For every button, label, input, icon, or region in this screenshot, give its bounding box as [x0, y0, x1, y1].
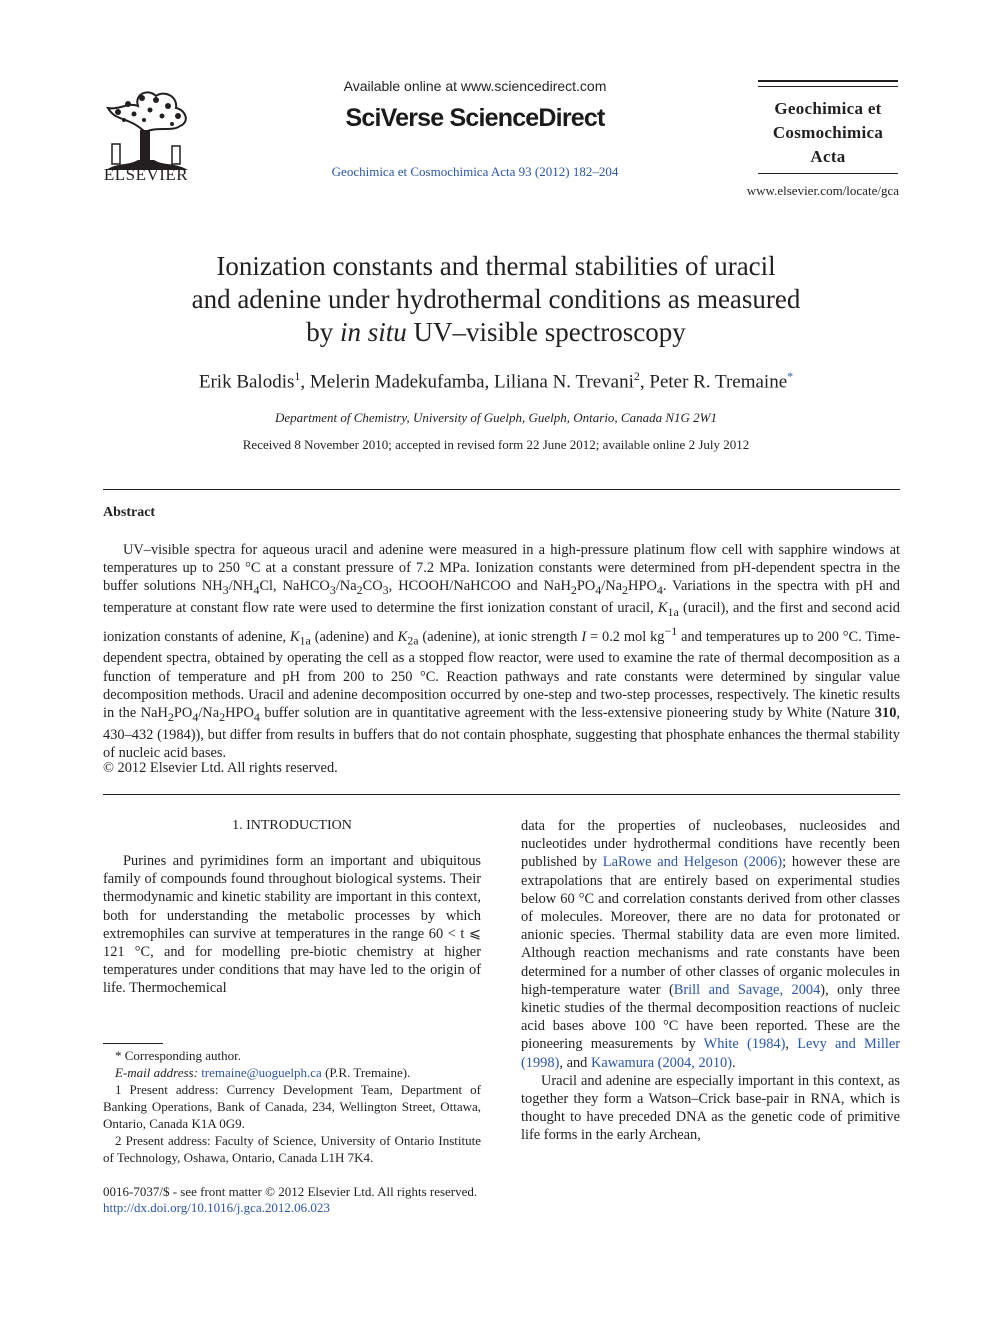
journal-rule: [758, 173, 898, 174]
article-title: [100, 250, 892, 349]
journal-title-line: Cosmochimica: [772, 123, 884, 142]
journal-rule: [758, 86, 898, 87]
author-mark: 1: [294, 369, 301, 383]
title-line: Ionization constants and thermal stabilities of uracil: [216, 251, 776, 281]
intro-paragraph: data for the properties of nucleobases, nucleosides and nucleotides under hydrothermal conditions have recently been published by LaRowe and Helgeson (2006); however these are extrapolations that are entirely based on experimental studies below 60 °C and correlation constants derived from other classes of molecules. Moreover, there are no data for protonated or anionic species. Thermal stability data are even more limited. Although reaction mechanisms and rate constants have been determined for a number of other classes of organic molecules in high-temperature water (Brill and Savage, 2004), only three kinetic studies of the thermal decomposition reactions of nucleic acid bases above 100 °C have been reported. These are the pioneering measurements by White (1984), Levy and Miller (1998), and Kawamura (2004, 2010).: [521, 818, 900, 1071]
received-dates: Received 8 November 2010; accepted in revised form 22 June 2012; available online 2 July 2012: [242, 437, 750, 452]
journal-title-line: Acta: [810, 147, 846, 166]
issn-line: 0016-7037/$ - see front matter © 2012 Elsevier Ltd. All rights reserved.: [103, 1184, 478, 1199]
publisher-name: ELSEVIER: [103, 165, 189, 184]
footnote-corresponding: * Corresponding author.: [115, 1048, 242, 1063]
ref-levy-link[interactable]: Levy and Miller (1998): [521, 1036, 900, 1071]
journal-title: [752, 97, 904, 169]
author-name[interactable]: Peter R. Tremaine: [649, 371, 788, 393]
journal-url[interactable]: www.elsevier.com/locate/gca: [746, 183, 899, 198]
footnote-2: 2 Present address: Faculty of Science, University of Ontario Institute of Technology, Oshawa, Ontario, Canada L1H 7K4.: [103, 1133, 481, 1165]
sciverse-logo: SciVerse ScienceDirect: [345, 104, 605, 132]
abstract-heading: Abstract: [103, 505, 156, 520]
title-line: by in situ UV–visible spectroscopy: [306, 317, 686, 347]
intro-paragraph: Purines and pyrimidines form an important and ubiquitous family of compounds found throughout biological systems. Their thermodynamic and kinetic stability are important in this context, both for understanding the metabolic processes by which extremophiles can survive at temperatures in the range 60 < t ⩽ 121 °C, and for modelling pre-biotic chemistry at higher temperatures under conditions that may have led to the origin of life. Thermochemical: [103, 853, 481, 997]
author-name[interactable]: Liliana N. Trevani: [494, 371, 634, 393]
abstract-copyright: © 2012 Elsevier Ltd. All rights reserved.: [103, 760, 338, 776]
footnote-rule: [103, 1043, 163, 1044]
intro-right-column: [521, 817, 900, 1145]
email-link[interactable]: tremaine@uoguelph.ca: [201, 1065, 322, 1080]
ref-white-link[interactable]: White (1984): [703, 1036, 786, 1053]
footnote-1: 1 Present address: Currency Development Team, Department of Banking Operations, Bank of Canada, 234, Wellington Street, Ottawa, Ontario, Canada K1A 0G9.: [103, 1082, 481, 1131]
footnote-email: E-mail address: tremaine@uoguelph.ca (P.R. Tremaine).: [115, 1065, 411, 1080]
footnotes: [103, 1047, 481, 1166]
journal-rule: [758, 80, 898, 82]
affiliation: Department of Chemistry, University of Guelph, Guelph, Ontario, Canada N1G 2W1: [275, 410, 717, 425]
doi-link[interactable]: http://dx.doi.org/10.1016/j.gca.2012.06.023: [103, 1200, 330, 1215]
author-list: Erik Balodis$^1$, Melerin Madekufamba, Liliana N. Trevani$^2$, Peter R. Tremaine*: [198, 369, 794, 393]
title-line: and adenine under hydrothermal conditions as measured: [191, 284, 801, 314]
intro-paragraph: Uracil and adenine are especially important in this context, as together they form a Watson–Crick base-pair in RNA, which is thought to have preceded DNA as the genetic code of primitive life forms in the early Archean,: [521, 1072, 900, 1144]
section-rule: [103, 794, 900, 795]
author-mark: 2: [633, 369, 640, 383]
section-rule: [103, 489, 900, 490]
journal-citation-link[interactable]: Geochimica et Cosmochimica Acta 93 (2012) 182–204: [331, 164, 619, 179]
section-heading: 1. INTRODUCTION: [232, 818, 352, 833]
ref-brill-link[interactable]: Brill and Savage, 2004: [673, 981, 821, 998]
ref-larowe-link[interactable]: LaRowe and Helgeson (2006): [602, 854, 783, 871]
available-online: Available online at www.sciencedirect.com: [343, 78, 607, 94]
author-mark[interactable]: *: [787, 369, 794, 383]
ref-kawamura-link[interactable]: Kawamura (2004, 2010): [590, 1054, 733, 1071]
abstract-text: UV–visible spectra for aqueous uracil and adenine were measured in a high-pressure platinum flow cell with sapphire windows at temperatures up to 250 °C at a constant pressure of 7.2 MPa. Ionization constants were determined from pH-dependent spectra in the buffer solutions $NH_3/NH_4Cl$, $NaHCO_3/Na_2CO_3$, HCOOH/NaHCOO and $NaH_2PO_4/Na_2HPO_4$. Variations in the spectra with pH and temperature at constant flow rate were used to determine the first ionization constant of uracil, $K_{1a}$ (uracil), and the first and second acid ionization constants of adenine, $K_{1a}$ (adenine) and $K_{2a}$ (adenine), at ionic strength I = 0.2 mol $kg^{-1}$ and temperatures up to 200 °C. Time-dependent spectra, obtained by operating the cell as a stopped flow reactor, were used to examine the rate of thermal decomposition as a function of temperature and pH from 200 to 250 °C. Reaction pathways and rate constants were determined by singular value decomposition methods. Uracil and adenine decomposition occurred by one-step and two-step processes, respectively. The kinetic results in the $NaH_2PO_4/Na_2HPO_4$ buffer solution are in quantitative agreement with the less-extensive pioneering study by White (Nature 310, 430–432 (1984)), but differ from results in buffers that do not contain phosphate, suggesting that phosphate enhances the thermal stability of nucleic acid bases.: [103, 542, 901, 762]
journal-title-line: Geochimica et: [774, 99, 882, 118]
author-name[interactable]: Erik Balodis: [198, 371, 295, 393]
author-name[interactable]: Melerin Madekufamba: [309, 371, 485, 393]
